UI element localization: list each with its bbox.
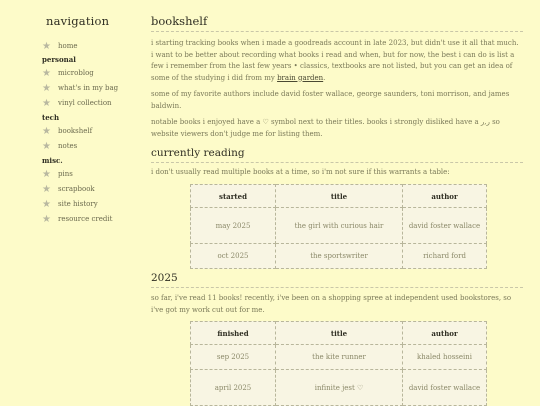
nav-item-home[interactable] xyxy=(42,39,78,53)
star-icon: ★ xyxy=(42,67,51,79)
nav-item-notes[interactable] xyxy=(42,139,77,153)
year-2025-divider xyxy=(151,287,523,288)
nav-item-resource-credit[interactable] xyxy=(42,212,112,226)
nav-item-scrapbook[interactable] xyxy=(42,182,95,196)
nav-item-vinyl-collection[interactable] xyxy=(42,96,112,110)
star-icon: ★ xyxy=(42,40,51,52)
table-cell: infinite jest ♡ xyxy=(276,370,403,406)
notable-books-paragraph: notable books i enjoyed have a ♡ symbol next to their titles. books i strongly disliked have a ر,ر so website viewers don't judge me for listing them. xyxy=(151,118,500,138)
table-row xyxy=(191,345,487,370)
brain-garden-link[interactable]: brain garden xyxy=(277,73,324,82)
star-icon: ★ xyxy=(42,198,51,210)
nav-item-label: site history xyxy=(58,200,98,208)
nav-section-tech: tech xyxy=(42,113,60,122)
year-2025-text: so far, i've read 11 books! recently, i've been on a shopping spree at independent used bookstores, so i've got my work cut out for me. xyxy=(151,294,512,314)
nav-section-personal: personal xyxy=(42,55,76,64)
table-header-row xyxy=(191,322,487,345)
nav-item-label: notes xyxy=(58,142,78,150)
intro-end: . xyxy=(323,73,326,82)
currently-reading-table xyxy=(190,184,487,269)
table-cell: richard ford xyxy=(403,244,487,269)
nav-item-label: home xyxy=(58,42,78,50)
nav-item-label: vinyl collection xyxy=(58,99,112,107)
table-cell: david foster wallace xyxy=(403,370,487,406)
year-2025-table xyxy=(190,321,487,406)
page-title: bookshelf xyxy=(151,14,208,28)
nav-section-misc: misc. xyxy=(42,156,63,165)
nav-item-label: bookshelf xyxy=(58,127,93,135)
table-cell: oct 2025 xyxy=(191,244,276,269)
currently-reading-text: i don't usually read multiple books at a time, so i'm not sure if this warrants a table: xyxy=(151,168,450,176)
year-2025-heading: 2025 xyxy=(151,272,178,284)
currently-reading-divider xyxy=(151,162,523,163)
star-icon: ★ xyxy=(42,97,51,109)
table-header-row xyxy=(191,185,487,208)
favorite-authors-paragraph: some of my favorite authors include david foster wallace, george saunders, toni morrison, and james baldwin. xyxy=(151,90,510,110)
title-divider xyxy=(151,31,523,32)
star-icon: ★ xyxy=(42,82,51,94)
star-icon: ★ xyxy=(42,183,51,195)
table-cell: david foster wallace xyxy=(403,208,487,244)
nav-title: navigation xyxy=(46,14,110,28)
nav-item-whats-in-my-bag[interactable] xyxy=(42,81,118,95)
nav-item-pins[interactable] xyxy=(42,167,73,181)
column-header: title xyxy=(276,185,403,208)
column-header: finished xyxy=(191,322,276,345)
table-cell: the kite runner xyxy=(276,345,403,370)
column-header: author xyxy=(403,322,487,345)
table-cell: the sportswriter xyxy=(276,244,403,269)
nav-item-label: what's in my bag xyxy=(58,84,119,92)
table-row xyxy=(191,208,487,244)
nav-item-bookshelf[interactable] xyxy=(42,124,92,138)
star-icon: ★ xyxy=(42,168,51,180)
column-header: title xyxy=(276,322,403,345)
nav-item-label: microblog xyxy=(58,69,94,77)
nav-item-site-history[interactable] xyxy=(42,197,98,211)
table-cell: april 2025 xyxy=(191,370,276,406)
table-cell: khaled hosseini xyxy=(403,345,487,370)
star-icon: ★ xyxy=(42,125,51,137)
currently-reading-heading: currently reading xyxy=(151,147,245,159)
column-header: author xyxy=(403,185,487,208)
table-row xyxy=(191,244,487,269)
star-icon: ★ xyxy=(42,140,51,152)
table-cell: sep 2025 xyxy=(191,345,276,370)
table-row xyxy=(191,370,487,406)
column-header: started xyxy=(191,185,276,208)
nav-item-label: scrapbook xyxy=(58,185,95,193)
intro-text: i starting tracking books when i made a goodreads account in late 2023, but didn't use it all that much. i want to be better about recording what books i read and when, but for now, the best i can do is list a few i remember from the last few years • classics, textbooks are not listed, but you can get an idea of some of the studying i did from my xyxy=(151,39,519,82)
star-icon: ★ xyxy=(42,213,51,225)
nav-item-label: resource credit xyxy=(58,215,113,223)
nav-item-microblog[interactable] xyxy=(42,66,94,80)
table-cell: may 2025 xyxy=(191,208,276,244)
nav-item-label: pins xyxy=(58,170,73,178)
table-cell: the girl with curious hair xyxy=(276,208,403,244)
intro-paragraph xyxy=(151,38,523,84)
sidebar-nav xyxy=(0,0,142,405)
